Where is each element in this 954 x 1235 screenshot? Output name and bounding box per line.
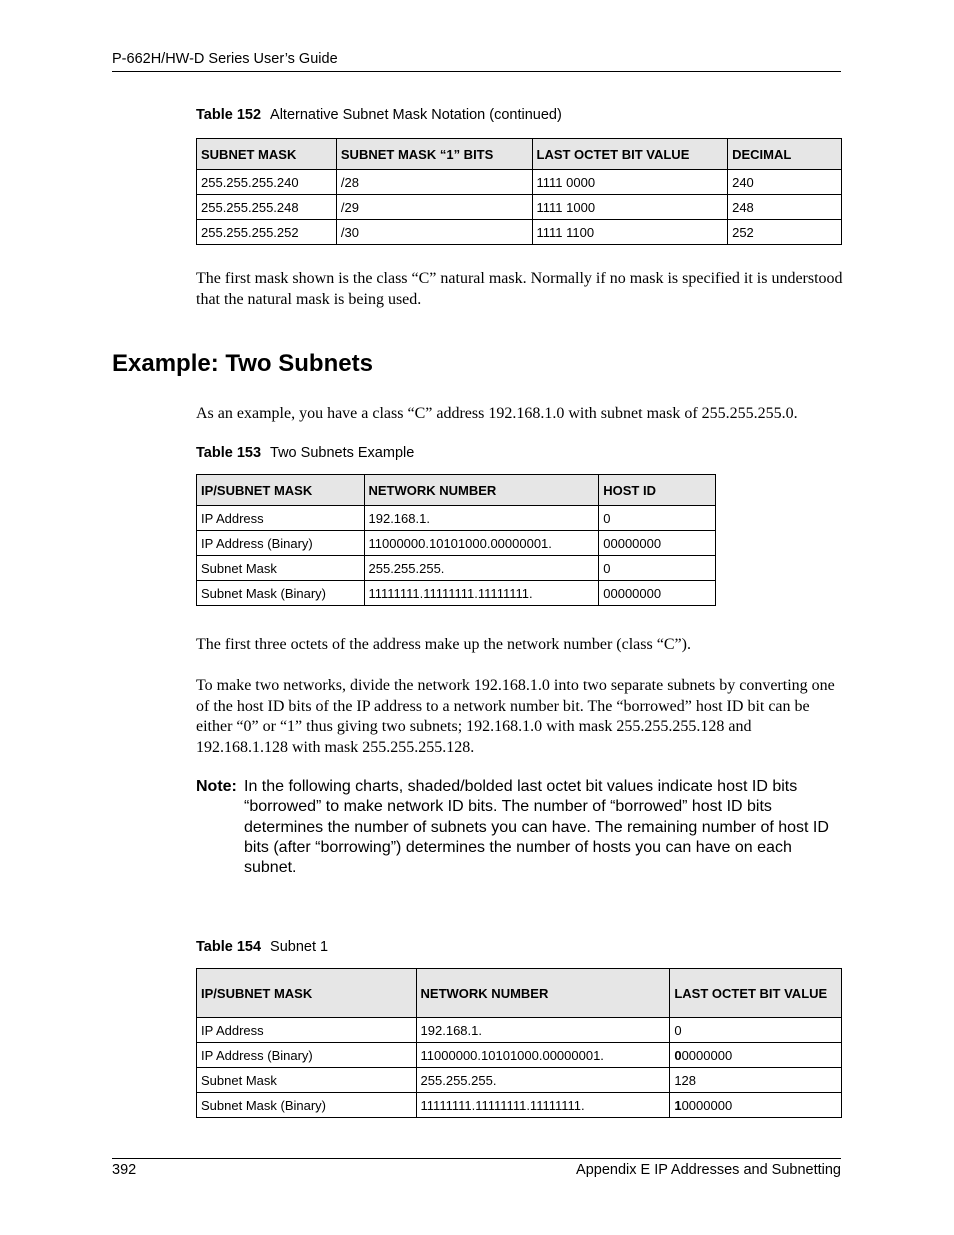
table-row bbox=[197, 195, 842, 220]
table-cell: Subnet Mask bbox=[197, 1068, 417, 1093]
table-cell: 255.255.255.252 bbox=[197, 220, 337, 245]
column-header: IP/SUBNET MASK bbox=[197, 969, 417, 1018]
table-cell: 192.168.1. bbox=[364, 506, 599, 531]
table153-caption bbox=[196, 445, 414, 461]
table-cell: 255.255.255. bbox=[416, 1068, 670, 1093]
table-cell: 11111111.11111111.11111111. bbox=[364, 581, 599, 606]
column-header: IP/SUBNET MASK bbox=[197, 475, 365, 506]
note-label: Note: bbox=[196, 778, 237, 795]
table-cell: 00000000 bbox=[599, 531, 716, 556]
table152-caption bbox=[196, 107, 562, 123]
remaining-bits: 0 bbox=[674, 1022, 682, 1038]
remaining-bits: 0000000 bbox=[681, 1047, 733, 1063]
table-cell: 255.255.255.248 bbox=[197, 195, 337, 220]
table-cell: 11000000.10101000.00000001. bbox=[364, 531, 599, 556]
table-cell: 192.168.1. bbox=[416, 1018, 670, 1043]
paragraph-example: As an example, you have a class “C” address 192.168.1.0 with subnet mask of 255.255.255.0. bbox=[196, 405, 798, 422]
table-cell: 252 bbox=[728, 220, 842, 245]
column-header: LAST OCTET BIT VALUE bbox=[670, 969, 842, 1018]
table-row bbox=[197, 1043, 842, 1068]
table-row bbox=[197, 1068, 842, 1093]
table-row bbox=[197, 556, 716, 581]
table-cell: /29 bbox=[336, 195, 532, 220]
remaining-bits: 0000000 bbox=[681, 1097, 733, 1113]
table-cell: Subnet Mask (Binary) bbox=[197, 1093, 417, 1118]
table-header-row bbox=[197, 969, 842, 1018]
table-cell: IP Address (Binary) bbox=[197, 1043, 417, 1068]
table-cell: 1111 1100 bbox=[532, 220, 728, 245]
table-cell: 255.255.255. bbox=[364, 556, 599, 581]
footer-rule bbox=[112, 1158, 841, 1159]
table-header-row bbox=[197, 139, 842, 170]
table153 bbox=[196, 474, 716, 606]
table-cell: 1111 0000 bbox=[532, 170, 728, 195]
column-header: DECIMAL bbox=[728, 139, 842, 170]
paragraph-natural-mask: The first mask shown is the class “C” natural mask. Normally if no mask is specified it is understood that the natural mask is being used. bbox=[196, 270, 843, 308]
table-row bbox=[197, 506, 716, 531]
table-cell bbox=[670, 1093, 842, 1118]
table152 bbox=[196, 138, 842, 245]
table152-label: Table 152 bbox=[196, 107, 262, 123]
table154-label: Table 154 bbox=[196, 939, 262, 955]
table-cell: /28 bbox=[336, 170, 532, 195]
table152-title: Alternative Subnet Mask Notation (continued) bbox=[270, 107, 562, 123]
table153-title: Two Subnets Example bbox=[270, 445, 415, 461]
remaining-bits: 128 bbox=[674, 1072, 697, 1088]
note-block bbox=[196, 777, 844, 878]
column-header: SUBNET MASK bbox=[197, 139, 337, 170]
paragraph-network-number: The first three octets of the address make up the network number (class “C”). bbox=[196, 636, 691, 653]
table-cell: 0 bbox=[599, 556, 716, 581]
table154-caption bbox=[196, 939, 328, 955]
table-cell bbox=[670, 1043, 842, 1068]
table-cell: /30 bbox=[336, 220, 532, 245]
table-row bbox=[197, 170, 842, 195]
table-cell: 11000000.10101000.00000001. bbox=[416, 1043, 670, 1068]
table-cell: 00000000 bbox=[599, 581, 716, 606]
column-header: NETWORK NUMBER bbox=[416, 969, 670, 1018]
column-header: SUBNET MASK “1” BITS bbox=[336, 139, 532, 170]
header-rule bbox=[112, 71, 841, 72]
table-cell: 11111111.11111111.11111111. bbox=[416, 1093, 670, 1118]
table154 bbox=[196, 968, 842, 1118]
table-cell: 248 bbox=[728, 195, 842, 220]
page-number: 392 bbox=[112, 1162, 137, 1178]
table-row bbox=[197, 1093, 842, 1118]
table-cell: 255.255.255.240 bbox=[197, 170, 337, 195]
column-header: NETWORK NUMBER bbox=[364, 475, 599, 506]
note-text: In the following charts, shaded/bolded last octet bit values indicate host ID bits “borrowed” to make network ID bits. The number of “borrowed” host ID bits determines the number of subnets you can have. The remaining number of host ID bits (after “borrowing”) determines the number of hosts you can have on each subnet. bbox=[244, 778, 829, 877]
table-cell bbox=[670, 1068, 842, 1093]
table-cell: IP Address (Binary) bbox=[197, 531, 365, 556]
table-cell: Subnet Mask bbox=[197, 556, 365, 581]
table154-title: Subnet 1 bbox=[270, 939, 329, 955]
borrowed-bit: 1 bbox=[674, 1097, 682, 1113]
table-cell: IP Address bbox=[197, 506, 365, 531]
table-row bbox=[197, 1018, 842, 1043]
borrowed-bit: 0 bbox=[674, 1047, 682, 1063]
column-header: HOST ID bbox=[599, 475, 716, 506]
table-row bbox=[197, 531, 716, 556]
table-row bbox=[197, 220, 842, 245]
table-cell bbox=[670, 1018, 842, 1043]
table-header-row bbox=[197, 475, 716, 506]
table-cell: 1111 1000 bbox=[532, 195, 728, 220]
table-row bbox=[197, 581, 716, 606]
table-cell: 0 bbox=[599, 506, 716, 531]
table153-label: Table 153 bbox=[196, 445, 262, 461]
running-header: P-662H/HW-D Series User’s Guide bbox=[112, 51, 338, 67]
section-title: Example: Two Subnets bbox=[112, 350, 373, 377]
paragraph-two-networks: To make two networks, divide the network 192.168.1.0 into two separate subnets by converting one of the host ID bits of the IP address to a network number bit. The “borrowed” host ID bit can be either “0” or “1” thus giving two subnets; 192.168.1.0 with mask 255.255.255.128 and 192.168.1.128 with mask 255.255.255.128. bbox=[196, 677, 835, 756]
table-cell: Subnet Mask (Binary) bbox=[197, 581, 365, 606]
table-cell: 240 bbox=[728, 170, 842, 195]
column-header: LAST OCTET BIT VALUE bbox=[532, 139, 728, 170]
footer-section-title: Appendix E IP Addresses and Subnetting bbox=[576, 1162, 841, 1178]
table-cell: IP Address bbox=[197, 1018, 417, 1043]
